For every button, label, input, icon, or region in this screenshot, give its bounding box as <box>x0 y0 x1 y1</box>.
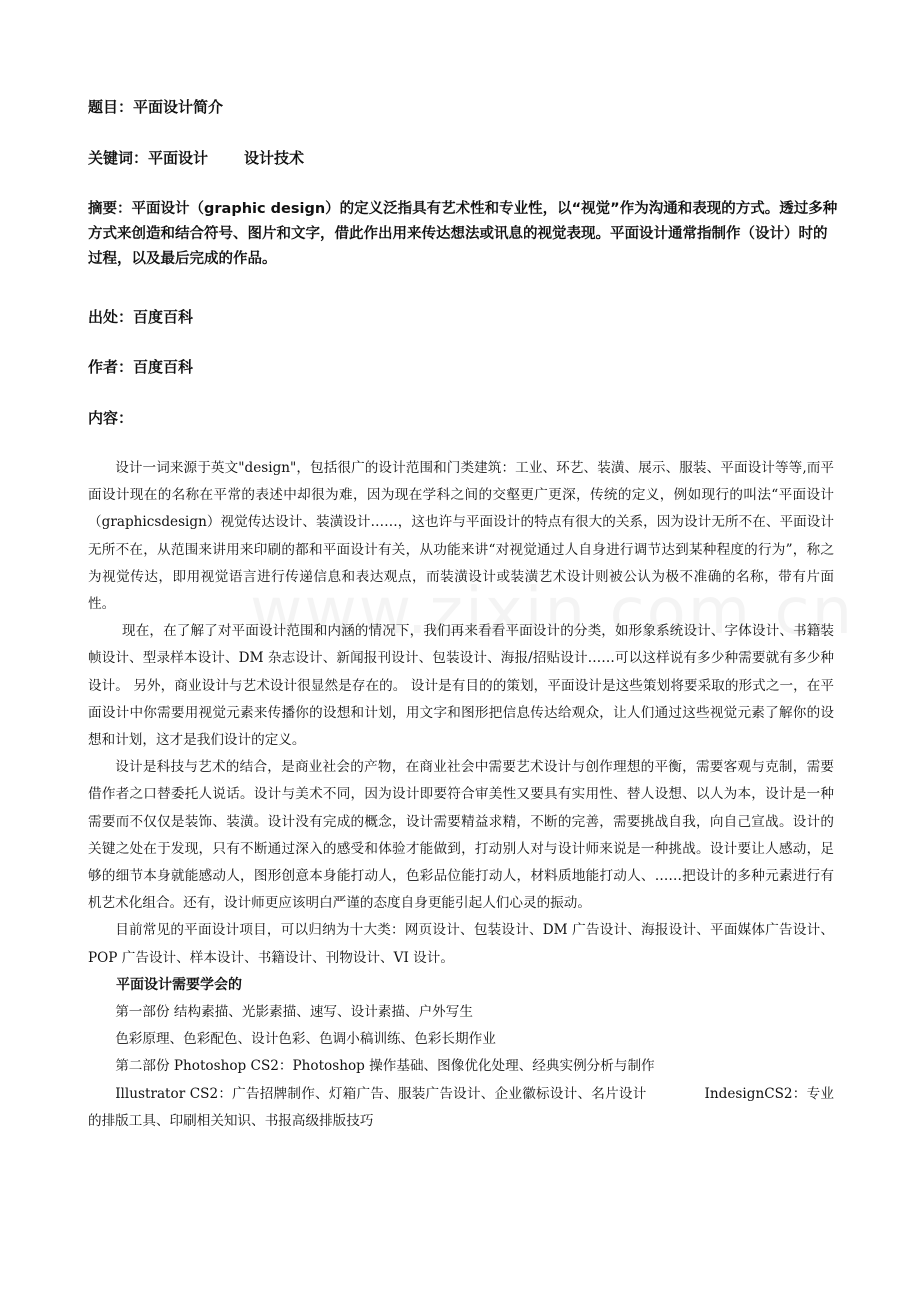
part2-line: 第二部份 Photoshop CS2：Photoshop 操作基础、图像优化处理、经典实例分析与制作 <box>115 1058 655 1075</box>
body-text <box>88 455 834 1135</box>
keywords-line <box>88 148 304 168</box>
keywords-second: 设计技术 <box>244 149 305 167</box>
paragraph-origin: 设计一词来源于英文"design"，包括很广的设计范围和门类建筑：工业、环艺、装潢、展示、服装、平面设计等等,而平面设计现在的名称在平常的表述中却很为难，因为现在学科之间的交壑更广更深，传统的定义，例如现行的叫法“平面设计（graphicsdesign）视觉传达设计、装潢设计……，这也许与平面设计的特点有很大的关系，因为设计无所不在、平面设计无所不在，从范围来讲用来印刷的都和平面设计有关，从功能来讲“对视觉通过人自身进行调节达到某种程度的行为”，称之为视觉传达，即用视觉语言进行传递信息和表达观点，而装潢设计或装潢艺术设计则被公认为极不准确的名称，带有片面性。 <box>88 460 834 613</box>
paragraph-tech-art: 设计是科技与艺术的结合，是商业社会的产物，在商业社会中需要艺术设计与创作理想的平衡，需要客观与克制，需要借作者之口替委托人说话。设计与美术不同，因为设计即要符合审美性又要具有实用性、替人设想、以人为本，设计是一种需要而不仅仅是装饰、装潢。设计没有完成的概念，设计需要精益求精，不断的完善，需要挑战自我，向自己宣战。设计的关键之处在于发现，只有不断通过深入的感受和体验才能做到，打动别人对与设计师来说是一种挑战。设计要让人感动，足够的细节本身就能感动人，图形创意本身能打动人，色彩品位能打动人，材料质地能打动人、……把设计的多种元素进行有机艺术化组合。还有，设计师更应该明白严谨的态度自身更能引起人们心灵的振动。 <box>88 759 834 912</box>
doc-title: 题目：平面设计简介 <box>88 98 224 116</box>
part1-color-line: 色彩原理、色彩配色、设计色彩、色调小稿训练、色彩长期作业 <box>115 1031 496 1048</box>
indesign-text: IndesignCS2：专业的排版工具、印刷相关知识、书报高级排版技巧 <box>88 1085 835 1129</box>
source-line: 出处：百度百科 <box>88 308 194 326</box>
paragraph-project-types: 目前常见的平面设计项目，可以归纳为十大类：网页设计、包装设计、DM 广告设计、海报设计、平面媒体广告设计、POP 广告设计、样本设计、书籍设计、刊物设计、VI 设计。 <box>88 922 834 966</box>
paragraph-categories: 现在，在了解了对平面设计范围和内涵的情况下，我们再来看看平面设计的分类，如形象系统设计、字体设计、书籍装帧设计、型录样本设计、DM 杂志设计、新闻报刊设计、包装设计、海报/招贴设计……可以这样说有多少种需要就有多少种设计。 另外，商业设计与艺术设计很显然是存在的。 设计是有目的的策划，平面设计是这些策划将要采取的形式之一，在平面设计中你需要用视觉元素来传播你的设想和计划，用文字和图形把信息传达给观众，让人们通过这些视觉元素了解你的设想和计划，这才是我们设计的定义。 <box>88 623 834 749</box>
part2-software-line <box>88 1081 834 1135</box>
illustrator-text: Illustrator CS2：广告招牌制作、灯箱广告、服装广告设计、企业徽标设计、名片设计 <box>115 1085 647 1102</box>
skills-subheading: 平面设计需要学会的 <box>116 976 242 993</box>
abstract: 摘要：平面设计（graphic design）的定义泛指具有艺术性和专业性，以“视觉”作为沟通和表现的方式。透过多种方式来创造和结合符号、图片和文字，借此作出用来传达想法或讯息的视觉表现。平面设计通常指制作（设计）时的过程，以及最后完成的作品。 <box>88 201 838 267</box>
content-label: 内容： <box>88 409 134 427</box>
keywords-label: 关键词：平面设计 <box>88 149 209 167</box>
author-line: 作者：百度百科 <box>88 358 194 376</box>
part1-line: 第一部份 结构素描、光影素描、速写、设计素描、户外写生 <box>115 1004 473 1021</box>
